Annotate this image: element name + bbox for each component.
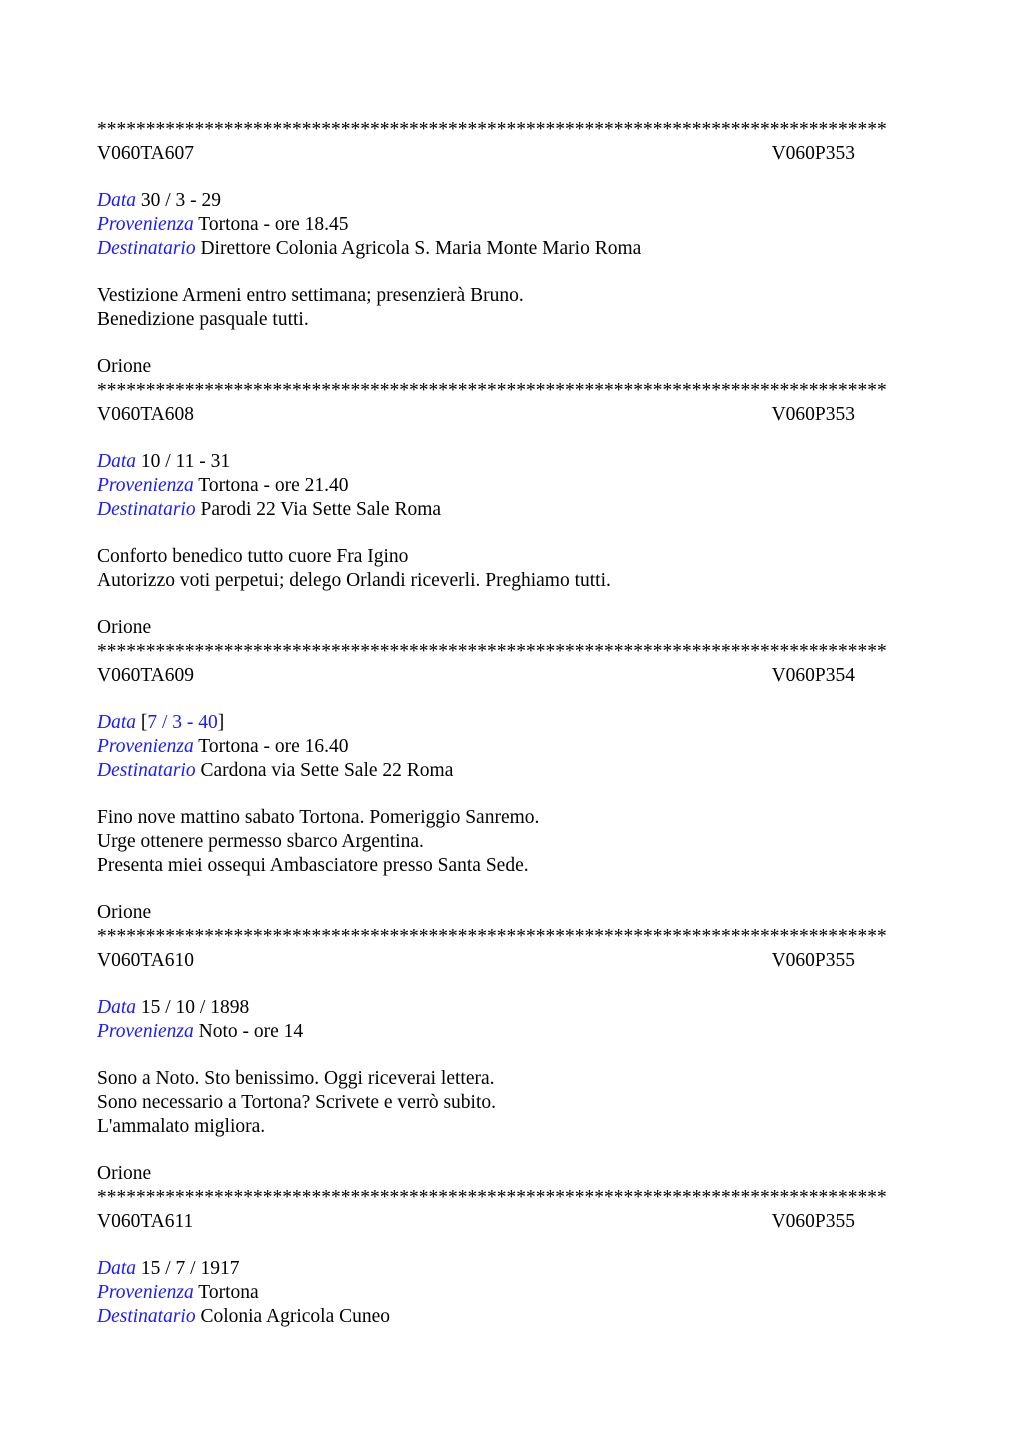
page-ref: V060P353 <box>771 404 855 425</box>
date-value: 30 / 3 - 29 <box>140 190 222 211</box>
body-line: Presenta miei ossequi Ambasciatore presso Santa Sede. <box>97 855 529 876</box>
signature: Orione <box>97 902 152 923</box>
date-line <box>97 711 927 735</box>
date-line <box>97 1257 927 1281</box>
body-line: Sono a Noto. Sto benissimo. Oggi riceverai lettera. <box>97 1068 495 1089</box>
date-label: Data <box>97 712 136 733</box>
origin-label: Provenienza <box>97 736 194 757</box>
entry-header <box>97 142 855 166</box>
date-label: Data <box>97 997 136 1018</box>
document-page <box>97 118 927 1329</box>
separator: ********************************************************************************* <box>97 380 887 401</box>
date-bracket-close: ] <box>217 712 225 733</box>
recipient-label: Destinatario <box>97 238 196 259</box>
date-value: 15 / 7 / 1917 <box>140 1258 240 1279</box>
entry-header <box>97 1210 855 1234</box>
origin-line <box>97 735 927 759</box>
recipient-value: Colonia Agricola Cuneo <box>200 1306 391 1327</box>
separator: ********************************************************************************* <box>97 641 887 662</box>
recipient-value: Parodi 22 Via Sette Sale Roma <box>200 499 442 520</box>
origin-value: Tortona <box>198 1282 259 1303</box>
origin-line <box>97 1020 927 1044</box>
date-value: 10 / 11 - 31 <box>140 451 231 472</box>
entry-id: V060TA608 <box>97 404 195 425</box>
body-line: Autorizzo voti perpetui; delego Orlandi riceverli. Preghiamo tutti. <box>97 570 611 591</box>
body-line: Urge ottenere permesso sbarco Argentina. <box>97 831 424 852</box>
separator: ********************************************************************************* <box>97 119 887 140</box>
recipient-label: Destinatario <box>97 1306 196 1327</box>
entry-header <box>97 949 855 973</box>
date-label: Data <box>97 451 136 472</box>
origin-label: Provenienza <box>97 1021 194 1042</box>
recipient-label: Destinatario <box>97 499 196 520</box>
recipient-line <box>97 498 927 522</box>
recipient-value: Direttore Colonia Agricola S. Maria Monte Mario Roma <box>200 238 642 259</box>
origin-label: Provenienza <box>97 1282 194 1303</box>
body-line: Benedizione pasquale tutti. <box>97 309 309 330</box>
signature: Orione <box>97 1163 152 1184</box>
recipient-line <box>97 237 927 261</box>
page-ref: V060P354 <box>771 665 855 686</box>
body-line: Conforto benedico tutto cuore Fra Igino <box>97 546 409 567</box>
origin-label: Provenienza <box>97 475 194 496</box>
signature: Orione <box>97 617 152 638</box>
body-line: L'ammalato migliora. <box>97 1116 266 1137</box>
separator: ********************************************************************************* <box>97 926 887 947</box>
entry-id: V060TA610 <box>97 950 195 971</box>
telegram-entry <box>97 640 927 925</box>
recipient-label: Destinatario <box>97 760 196 781</box>
entry-header <box>97 403 855 427</box>
body-line: Vestizione Armeni entro settimana; presenzierà Bruno. <box>97 285 524 306</box>
origin-value: Tortona - ore 16.40 <box>198 736 349 757</box>
recipient-value: Cardona via Sette Sale 22 Roma <box>200 760 454 781</box>
origin-line <box>97 213 927 237</box>
origin-value: Tortona - ore 21.40 <box>198 475 349 496</box>
recipient-line <box>97 759 927 783</box>
page-ref: V060P353 <box>771 143 855 164</box>
signature: Orione <box>97 356 152 377</box>
date-line <box>97 189 927 213</box>
recipient-line <box>97 1305 927 1329</box>
date-bracket-open: [ <box>140 712 148 733</box>
entry-id: V060TA611 <box>97 1211 194 1232</box>
date-label: Data <box>97 190 136 211</box>
origin-line <box>97 474 927 498</box>
origin-value: Tortona - ore 18.45 <box>198 214 349 235</box>
date-value: 7 / 3 - 40 <box>147 712 218 733</box>
date-line <box>97 450 927 474</box>
body-line: Fino nove mattino sabato Tortona. Pomeriggio Sanremo. <box>97 807 540 828</box>
entry-header <box>97 664 855 688</box>
telegram-entry <box>97 118 927 379</box>
entry-id: V060TA607 <box>97 143 195 164</box>
separator: ********************************************************************************* <box>97 1187 887 1208</box>
date-line <box>97 996 927 1020</box>
telegram-entry <box>97 925 927 1186</box>
origin-value: Noto - ore 14 <box>198 1021 304 1042</box>
date-value: 15 / 10 / 1898 <box>140 997 250 1018</box>
origin-line <box>97 1281 927 1305</box>
body-line: Sono necessario a Tortona? Scrivete e verrò subito. <box>97 1092 496 1113</box>
page-ref: V060P355 <box>771 950 855 971</box>
date-label: Data <box>97 1258 136 1279</box>
telegram-entry <box>97 379 927 640</box>
entry-id: V060TA609 <box>97 665 195 686</box>
telegram-entry <box>97 1186 927 1329</box>
origin-label: Provenienza <box>97 214 194 235</box>
page-ref: V060P355 <box>771 1211 855 1232</box>
